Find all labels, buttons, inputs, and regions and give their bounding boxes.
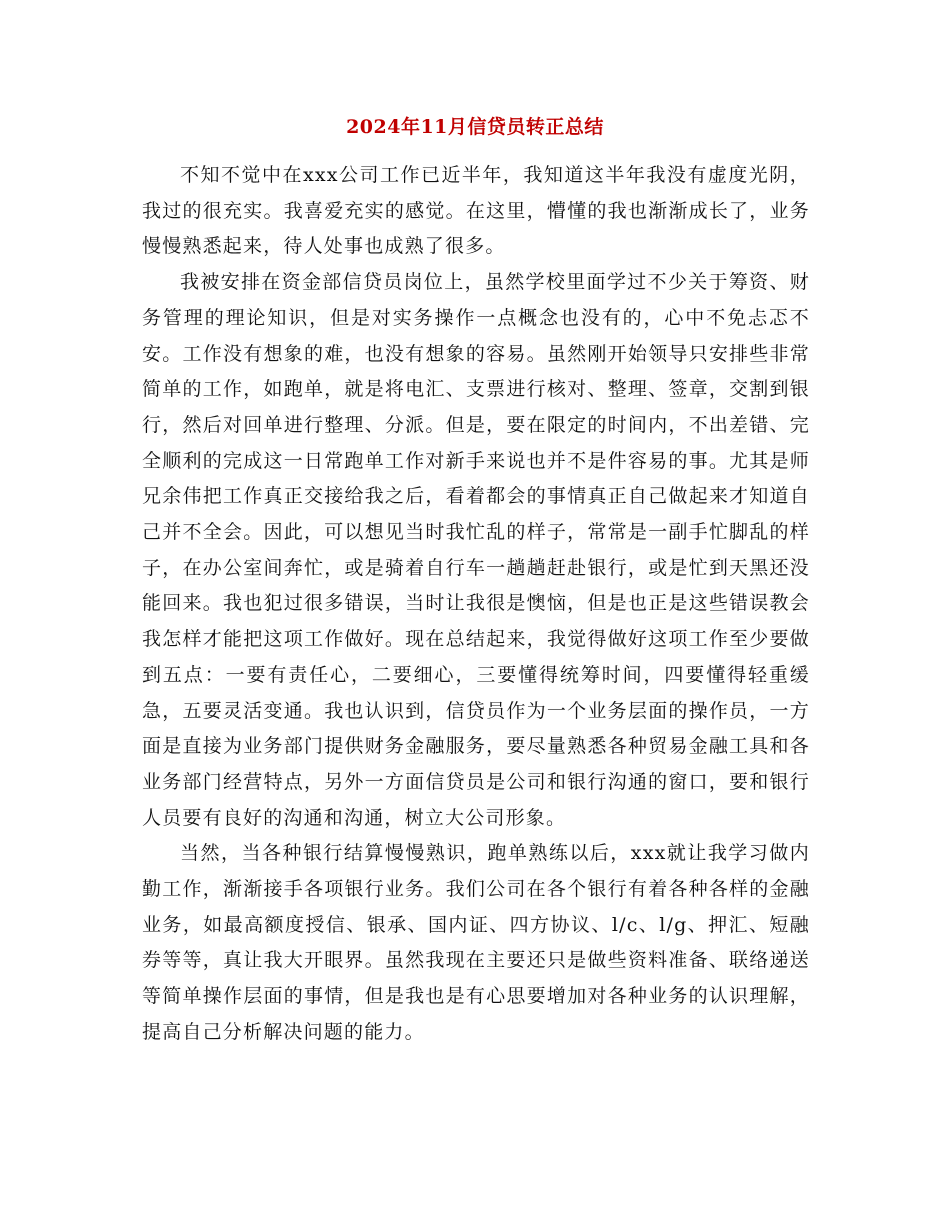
paragraph-3: 当然，当各种银行结算慢慢熟识，跑单熟练以后，xxx就让我学习做内勤工作，渐渐接手各项银行业务。我们公司在各个银行有着各种各样的金融业务，如最高额度授信、银承、国内证、四方协议、l/c、l/g、押汇、短融券等等，真让我大开眼界。虽然我现在主要还只是做些资料准备、联络递送等简单操作层面的事情，但是我也是有心思要增加对各种业务的认识理解，提高自己分析解决问题的能力。 [142,842,810,1043]
paragraph-1: 不知不觉中在xxx公司工作已近半年，我知道这半年我没有虚度光阴，我过的很充实。我喜爱充实的感觉。在这里，懵懂的我也渐渐成长了，业务慢慢熟悉起来，待人处事也成熟了很多。 [142,164,810,258]
paragraph-2: 我被安排在资金部信贷员岗位上，虽然学校里面学过不少关于筹资、财务管理的理论知识，但是对实务操作一点概念也没有的，心中不免忐忑不安。工作没有想象的难，也没有想象的容易。虽然刚开始领导只安排些非常简单的工作，如跑单，就是将电汇、支票进行核对、整理、签章，交割到银行，然后对回单进行整理、分派。但是，要在限定的时间内，不出差错、完全顺利的完成这一日常跑单工作对新手来说也并不是件容易的事。尤其是师兄余伟把工作真正交接给我之后，看着都会的事情真正自己做起来才知道自己并不全会。因此，可以想见当时我忙乱的样子，常常是一副手忙脚乱的样子，在办公室间奔忙，或是骑着自行车一趟趟赶赴银行，或是忙到天黑还没能回来。我也犯过很多错误，当时让我很是懊恼，但是也正是这些错误教会我怎样才能把这项工作做好。现在总结起来，我觉得做好这项工作至少要做到五点：一要有责任心，二要细心，三要懂得统筹时间，四要懂得轻重缓急，五要灵活变通。我也认识到，信贷员作为一个业务层面的操作员，一方面是直接为业务部门提供财务金融服务，要尽量熟悉各种贸易金融工具和各业务部门经营特点，另外一方面信贷员是公司和银行沟通的窗口，要和银行人员要有良好的沟通和沟通，树立大公司形象。 [142,271,810,829]
document-title: 2024年11月信贷员转正总结 [346,116,604,138]
document-body [142,158,810,1051]
